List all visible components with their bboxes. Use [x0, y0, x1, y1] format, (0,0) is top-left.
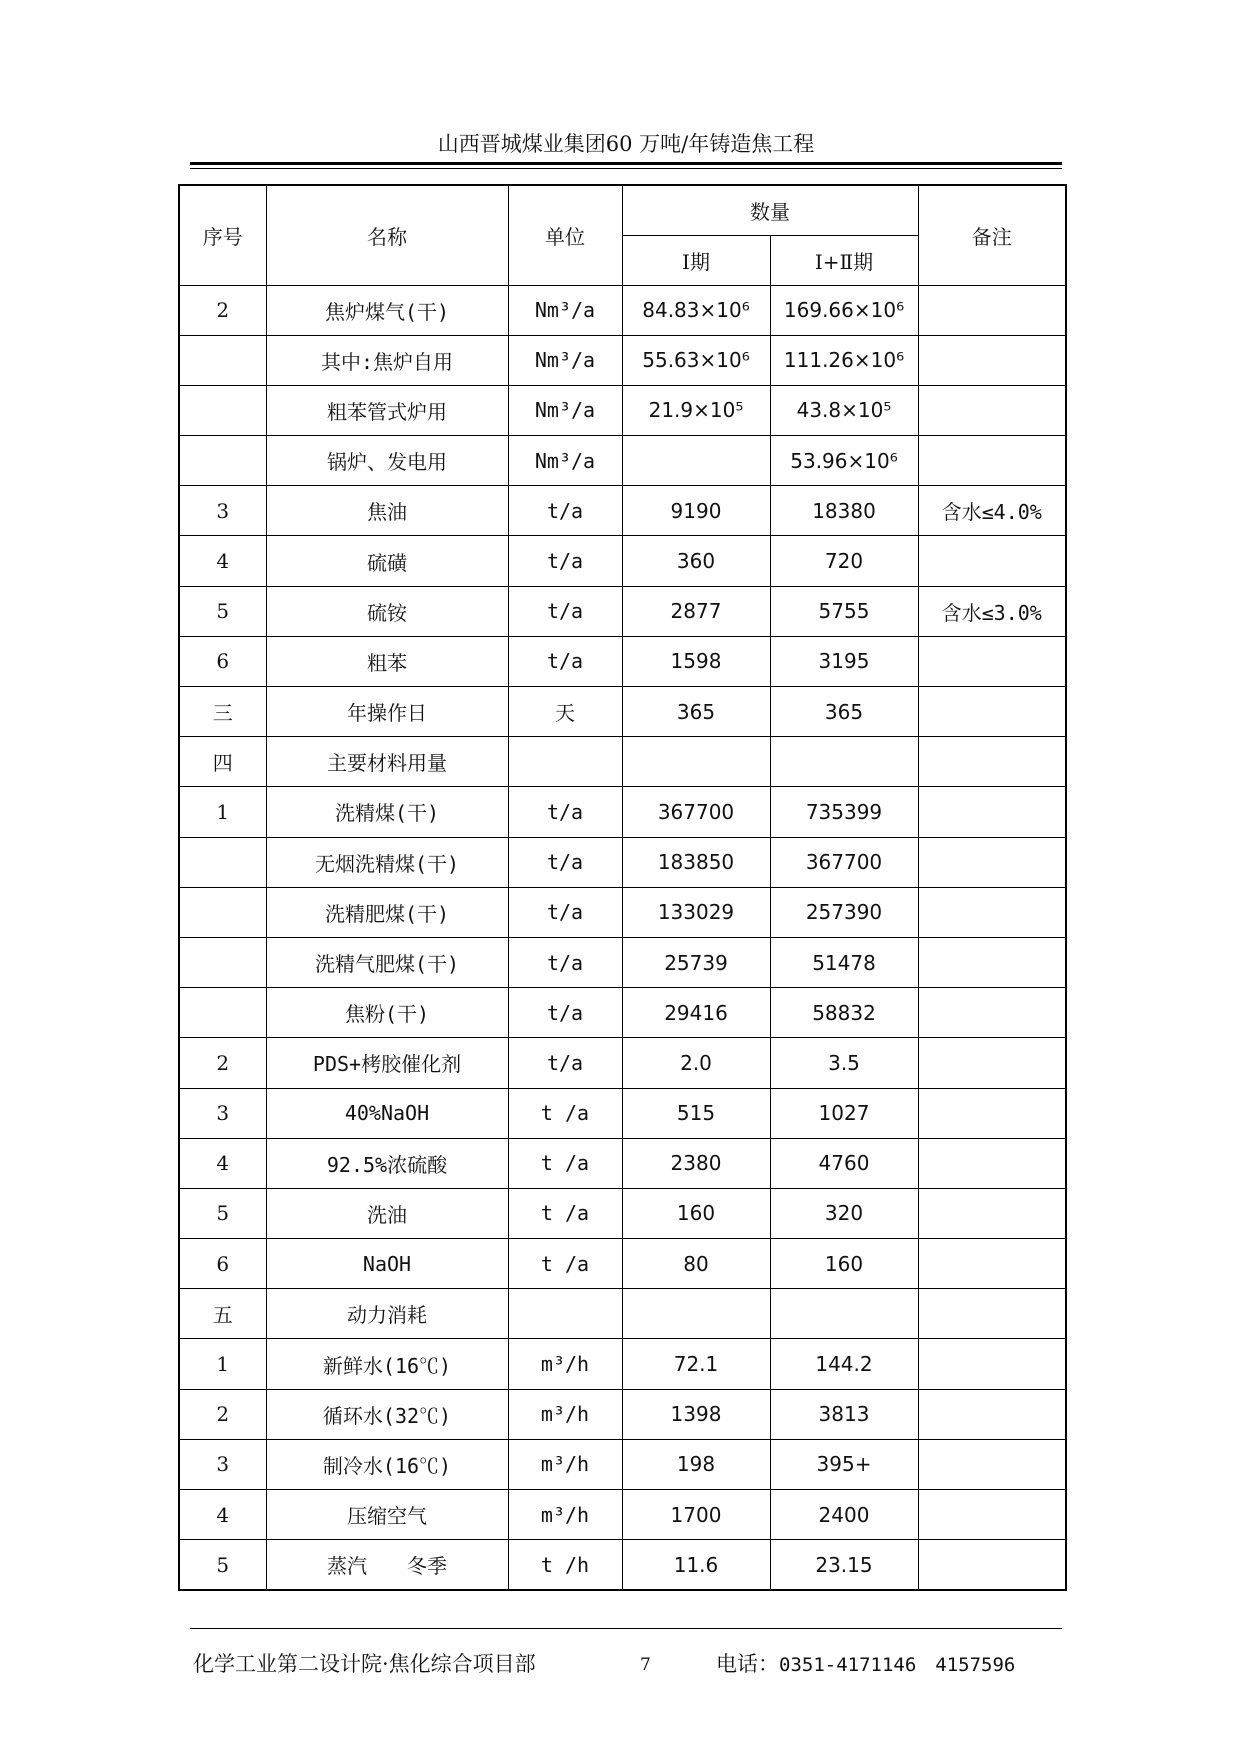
table-row	[179, 1339, 1066, 1389]
cell-note	[918, 1038, 1066, 1088]
cell-note	[918, 787, 1066, 837]
table-row	[179, 385, 1066, 435]
cell-unit: m³/h	[508, 1339, 622, 1389]
cell-note	[918, 1540, 1066, 1590]
cell-phase-1-2: 144.2	[770, 1339, 918, 1389]
cell-unit: t/a	[508, 1038, 622, 1088]
header-rule-thin	[190, 168, 1062, 169]
cell-phase-1: 365	[622, 687, 770, 737]
cell-seq: 6	[179, 1239, 266, 1289]
cell-phase-1: 1598	[622, 636, 770, 686]
cell-unit: t /h	[508, 1540, 622, 1590]
cell-phase-1-2: 160	[770, 1239, 918, 1289]
cell-phase-1-2: 3813	[770, 1389, 918, 1439]
header-phase-1: Ⅰ期	[622, 235, 770, 285]
cell-phase-1-2: 735399	[770, 787, 918, 837]
cell-phase-1: 72.1	[622, 1339, 770, 1389]
cell-seq: 1	[179, 787, 266, 837]
cell-phase-1	[622, 436, 770, 486]
cell-name: 硫铵	[266, 586, 508, 636]
table-row	[179, 1239, 1066, 1289]
cell-phase-1: 25739	[622, 937, 770, 987]
cell-note: 含水≤3.0%	[918, 586, 1066, 636]
header-note: 备注	[918, 185, 1066, 285]
table-row	[179, 1490, 1066, 1540]
cell-name: 粗苯管式炉用	[266, 385, 508, 435]
cell-name: 制冷水(16℃)	[266, 1439, 508, 1489]
table-row	[179, 285, 1066, 335]
table-row	[179, 737, 1066, 787]
cell-seq: 5	[179, 586, 266, 636]
cell-name: 洗精肥煤(干)	[266, 887, 508, 937]
cell-unit: t/a	[508, 636, 622, 686]
cell-note	[918, 988, 1066, 1038]
header-unit: 单位	[508, 185, 622, 285]
table-row	[179, 937, 1066, 987]
table-row	[179, 1389, 1066, 1439]
cell-seq: 3	[179, 1088, 266, 1138]
cell-phase-1: 2877	[622, 586, 770, 636]
cell-phase-1-2: 720	[770, 536, 918, 586]
cell-phase-1: 11.6	[622, 1540, 770, 1590]
cell-name: 洗精煤(干)	[266, 787, 508, 837]
phone-label: 电话：	[716, 1652, 779, 1676]
cell-seq: 1	[179, 1339, 266, 1389]
cell-phase-1-2: 257390	[770, 887, 918, 937]
cell-note	[918, 737, 1066, 787]
cell-name: 焦炉煤气(干)	[266, 285, 508, 335]
table-row	[179, 988, 1066, 1038]
cell-note	[918, 887, 1066, 937]
cell-seq: 3	[179, 1439, 266, 1489]
cell-phase-1: 21.9×10⁵	[622, 385, 770, 435]
cell-note	[918, 1289, 1066, 1339]
cell-seq: 4	[179, 1138, 266, 1188]
cell-phase-1: 160	[622, 1188, 770, 1238]
cell-seq: 四	[179, 737, 266, 787]
table-row	[179, 887, 1066, 937]
cell-unit: t/a	[508, 887, 622, 937]
footer-rule	[190, 1628, 1062, 1629]
cell-name: 锅炉、发电用	[266, 436, 508, 486]
cell-note	[918, 1389, 1066, 1439]
cell-name: PDS+栲胶催化剂	[266, 1038, 508, 1088]
cell-unit	[508, 737, 622, 787]
cell-seq: 三	[179, 687, 266, 737]
cell-unit: Nm³/a	[508, 285, 622, 335]
cell-note	[918, 1239, 1066, 1289]
cell-note	[918, 436, 1066, 486]
table-row	[179, 1138, 1066, 1188]
cell-phase-1-2: 43.8×10⁵	[770, 385, 918, 435]
table-row	[179, 787, 1066, 837]
cell-seq: 6	[179, 636, 266, 686]
table-row	[179, 1088, 1066, 1138]
cell-phase-1: 133029	[622, 887, 770, 937]
table-row	[179, 436, 1066, 486]
footer-organization: 化学工业第二设计院·焦化综合项目部	[193, 1652, 536, 1676]
cell-phase-1-2	[770, 737, 918, 787]
cell-unit: t /a	[508, 1239, 622, 1289]
header-phase-1-2: Ⅰ+Ⅱ期	[770, 235, 918, 285]
page-header-title: 山西晋城煤业集团60 万吨/年铸造焦工程	[437, 132, 815, 156]
cell-phase-1: 198	[622, 1439, 770, 1489]
cell-seq: 五	[179, 1289, 266, 1339]
cell-unit: t/a	[508, 837, 622, 887]
cell-note	[918, 1088, 1066, 1138]
cell-note: 含水≤4.0%	[918, 486, 1066, 536]
cell-unit: t/a	[508, 988, 622, 1038]
cell-phase-1-2: 51478	[770, 937, 918, 987]
cell-seq: 2	[179, 1038, 266, 1088]
table-row	[179, 1188, 1066, 1238]
cell-note	[918, 335, 1066, 385]
cell-name: 压缩空气	[266, 1490, 508, 1540]
cell-name: 新鲜水(16℃)	[266, 1339, 508, 1389]
cell-name: NaOH	[266, 1239, 508, 1289]
cell-phase-1-2: 5755	[770, 586, 918, 636]
cell-seq	[179, 385, 266, 435]
cell-unit: Nm³/a	[508, 385, 622, 435]
table-row	[179, 1289, 1066, 1339]
cell-unit: m³/h	[508, 1439, 622, 1489]
cell-phase-1-2: 23.15	[770, 1540, 918, 1590]
table-row	[179, 687, 1066, 737]
cell-seq: 4	[179, 1490, 266, 1540]
cell-note	[918, 285, 1066, 335]
cell-unit: Nm³/a	[508, 436, 622, 486]
header-quantity: 数量	[622, 185, 918, 235]
spec-table	[178, 184, 1067, 1591]
cell-name: 蒸汽 冬季	[266, 1540, 508, 1590]
cell-unit: m³/h	[508, 1490, 622, 1540]
table-row	[179, 335, 1066, 385]
table-row	[179, 1540, 1066, 1590]
cell-phase-1: 515	[622, 1088, 770, 1138]
cell-name: 焦油	[266, 486, 508, 536]
cell-seq	[179, 887, 266, 937]
cell-seq	[179, 937, 266, 987]
cell-phase-1-2: 58832	[770, 988, 918, 1038]
cell-unit: t/a	[508, 586, 622, 636]
cell-phase-1-2: 367700	[770, 837, 918, 887]
cell-phase-1-2: 4760	[770, 1138, 918, 1188]
cell-unit: Nm³/a	[508, 335, 622, 385]
cell-note	[918, 1339, 1066, 1389]
cell-name: 焦粉(干)	[266, 988, 508, 1038]
cell-note	[918, 1490, 1066, 1540]
cell-phase-1-2: 169.66×10⁶	[770, 285, 918, 335]
cell-name: 40%NaOH	[266, 1088, 508, 1138]
cell-unit: t/a	[508, 536, 622, 586]
table-row	[179, 486, 1066, 536]
cell-phase-1: 29416	[622, 988, 770, 1038]
header-name: 名称	[266, 185, 508, 285]
cell-phase-1-2: 53.96×10⁶	[770, 436, 918, 486]
cell-seq	[179, 436, 266, 486]
cell-note	[918, 837, 1066, 887]
cell-phase-1: 2.0	[622, 1038, 770, 1088]
cell-name: 动力消耗	[266, 1289, 508, 1339]
header-rule-thick	[190, 162, 1062, 165]
table-header	[179, 185, 1066, 285]
table-row	[179, 636, 1066, 686]
cell-phase-1-2: 3195	[770, 636, 918, 686]
cell-name: 92.5%浓硫酸	[266, 1138, 508, 1188]
phone-number: 0351-4171146 4157596	[779, 1654, 1016, 1676]
footer-contact	[716, 1651, 1015, 1678]
cell-note	[918, 1439, 1066, 1489]
cell-unit: t /a	[508, 1188, 622, 1238]
cell-phase-1: 80	[622, 1239, 770, 1289]
table-body	[179, 285, 1066, 1590]
cell-seq: 5	[179, 1540, 266, 1590]
cell-seq: 5	[179, 1188, 266, 1238]
cell-seq: 2	[179, 1389, 266, 1439]
cell-unit: t /a	[508, 1088, 622, 1138]
cell-seq: 4	[179, 536, 266, 586]
cell-name: 循环水(32℃)	[266, 1389, 508, 1439]
cell-phase-1-2: 395+	[770, 1439, 918, 1489]
header-seq: 序号	[179, 185, 266, 285]
cell-phase-1: 1700	[622, 1490, 770, 1540]
cell-seq	[179, 837, 266, 887]
page-number: 7	[640, 1655, 651, 1675]
cell-note	[918, 636, 1066, 686]
cell-phase-1-2: 365	[770, 687, 918, 737]
cell-unit: t/a	[508, 486, 622, 536]
cell-phase-1	[622, 737, 770, 787]
cell-phase-1	[622, 1289, 770, 1339]
cell-phase-1-2: 320	[770, 1188, 918, 1238]
cell-phase-1-2	[770, 1289, 918, 1339]
cell-seq: 2	[179, 285, 266, 335]
table-row	[179, 837, 1066, 887]
cell-seq	[179, 988, 266, 1038]
cell-phase-1: 84.83×10⁶	[622, 285, 770, 335]
cell-phase-1: 367700	[622, 787, 770, 837]
cell-name: 主要材料用量	[266, 737, 508, 787]
cell-name: 洗精气肥煤(干)	[266, 937, 508, 987]
cell-note	[918, 937, 1066, 987]
cell-phase-1-2: 111.26×10⁶	[770, 335, 918, 385]
cell-phase-1: 2380	[622, 1138, 770, 1188]
cell-name: 无烟洗精煤(干)	[266, 837, 508, 887]
cell-note	[918, 536, 1066, 586]
cell-note	[918, 385, 1066, 435]
cell-note	[918, 687, 1066, 737]
cell-unit: 天	[508, 687, 622, 737]
cell-unit: t /a	[508, 1138, 622, 1188]
cell-phase-1-2: 18380	[770, 486, 918, 536]
cell-phase-1: 9190	[622, 486, 770, 536]
cell-name: 粗苯	[266, 636, 508, 686]
cell-seq	[179, 335, 266, 385]
cell-phase-1-2: 3.5	[770, 1038, 918, 1088]
cell-phase-1: 183850	[622, 837, 770, 887]
table-row	[179, 1038, 1066, 1088]
cell-name: 其中:焦炉自用	[266, 335, 508, 385]
cell-phase-1-2: 1027	[770, 1088, 918, 1138]
table-row	[179, 536, 1066, 586]
cell-name: 洗油	[266, 1188, 508, 1238]
cell-phase-1: 55.63×10⁶	[622, 335, 770, 385]
cell-note	[918, 1138, 1066, 1188]
cell-seq: 3	[179, 486, 266, 536]
cell-unit: t/a	[508, 787, 622, 837]
cell-phase-1: 360	[622, 536, 770, 586]
cell-unit	[508, 1289, 622, 1339]
cell-name: 年操作日	[266, 687, 508, 737]
cell-phase-1: 1398	[622, 1389, 770, 1439]
table-row	[179, 1439, 1066, 1489]
cell-note	[918, 1188, 1066, 1238]
table-row	[179, 586, 1066, 636]
cell-phase-1-2: 2400	[770, 1490, 918, 1540]
cell-name: 硫磺	[266, 536, 508, 586]
cell-unit: m³/h	[508, 1389, 622, 1439]
cell-unit: t/a	[508, 937, 622, 987]
